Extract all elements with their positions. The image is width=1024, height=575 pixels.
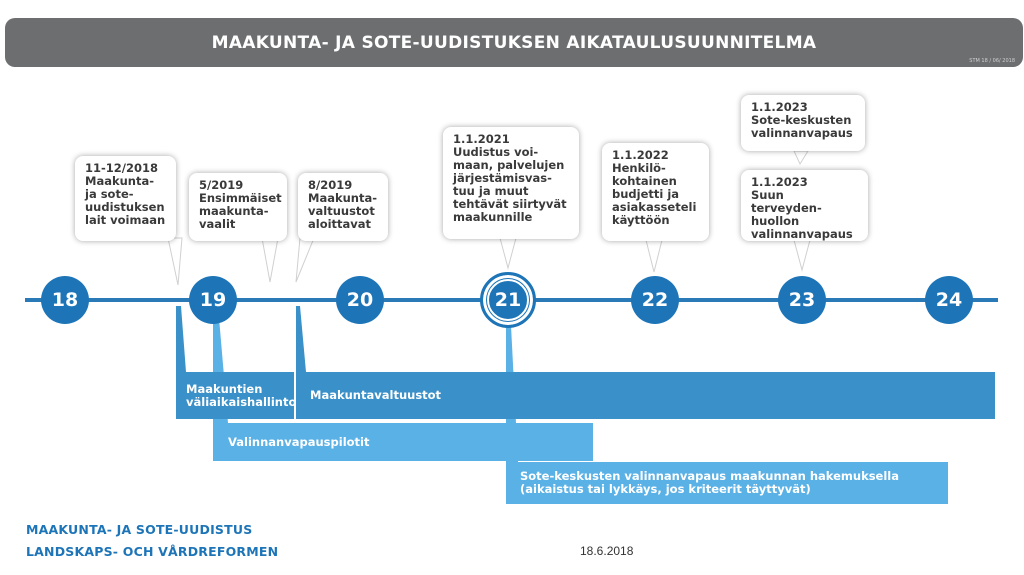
pointer-2023a	[794, 151, 808, 164]
pointer-2019b	[296, 238, 314, 282]
callout-2021-reform	[443, 127, 579, 239]
bar-sote-line2: (aikaistus tai lykkäys, jos kriteerit täyttyvät)	[520, 482, 811, 496]
callout-2023-dental-choice	[741, 170, 868, 241]
callout-line: valinnanvapaus	[751, 126, 853, 140]
bar-councils-label: Maakuntavaltuustot	[310, 388, 442, 402]
pointer-2022	[646, 240, 662, 272]
callout-line: 1.1.2022	[612, 148, 669, 162]
callout-line: Maakunta-	[85, 174, 155, 188]
callout-line: huollon	[751, 214, 800, 228]
pointer-2021	[500, 238, 516, 268]
year-label: 23	[788, 289, 816, 311]
footer-date: 18.6.2018	[580, 544, 634, 558]
footer-reform-name-fi: MAAKUNTA- JA SOTE-UUDISTUS	[26, 522, 253, 537]
callout-line: lait voimaan	[85, 213, 166, 227]
callout-line: 1.1.2021	[453, 132, 510, 146]
callout-line: 1.1.2023	[751, 175, 808, 189]
callout-line: Henkilö-	[612, 161, 666, 175]
callout-line: käyttöön	[612, 213, 670, 227]
reference-code: STM 18 / 06/ 2018	[969, 58, 1015, 64]
callout-line: 8/2019	[308, 178, 353, 192]
callout-line: 11-12/2018	[85, 161, 158, 175]
callout-line: maakunnille	[453, 210, 533, 224]
callout-line: maakunta-	[199, 204, 269, 218]
bar-sote-line1: Sote-keskusten valinnanvapaus maakunnan hakemuksella	[520, 469, 900, 483]
pointer-2019	[262, 238, 278, 282]
callout-line: Sote-keskusten	[751, 113, 852, 127]
callout-line: 5/2019	[199, 178, 244, 192]
pointer-2023b	[794, 240, 810, 270]
callout-line: Maakunta-	[308, 191, 378, 205]
callout-line: kohtainen	[612, 174, 677, 188]
callout-line: asiakasseteli	[612, 200, 697, 214]
callout-line: uudistuksen	[85, 200, 165, 214]
callout-line: maan, palvelujen	[453, 158, 565, 172]
year-label: 22	[641, 289, 669, 311]
year-label: 19	[199, 289, 227, 311]
callout-line: valinnanvapaus	[751, 227, 853, 241]
callout-line: tuu ja muut	[453, 184, 529, 198]
callout-line: tehtävät siirtyvät	[453, 197, 567, 211]
footer-reform-name-sv: LANDSKAPS- OCH VÅRDREFORMEN	[26, 544, 279, 559]
callout-line: 1.1.2023	[751, 100, 808, 114]
callout-2019-elections	[189, 173, 287, 241]
year-label: 20	[346, 289, 374, 311]
callout-line: Uudistus voi-	[453, 145, 539, 159]
callout-line: vaalit	[199, 217, 236, 231]
callout-line: valtuustot	[308, 204, 375, 218]
bar-interim-line1: Maakuntien	[186, 381, 263, 396]
pointer-2018	[168, 238, 182, 285]
callout-line: Ensimmäiset	[199, 191, 282, 205]
page-title: MAAKUNTA- JA SOTE-UUDISTUKSEN AIKATAULUSUUNNITELMA	[211, 32, 817, 53]
year-label: 24	[935, 289, 963, 311]
bar-interim-line2: väliaikaishallinto	[186, 394, 297, 409]
callout-2023-sote-choice	[741, 95, 865, 151]
callout-line: budjetti ja	[612, 187, 680, 201]
year-label: 18	[51, 289, 79, 311]
callout-2022-budget	[602, 143, 709, 241]
callout-line: järjestämisvas-	[453, 171, 552, 185]
callout-line: aloittavat	[308, 217, 372, 231]
callout-2018-laws	[75, 156, 176, 241]
bar-pilots-label: Valinnanvapauspilotit	[228, 434, 370, 449]
callout-line: Suun terveyden-	[751, 188, 822, 215]
callout-2019-councils	[298, 173, 388, 241]
year-label: 21	[494, 289, 522, 311]
callout-line: ja sote-	[85, 187, 134, 201]
